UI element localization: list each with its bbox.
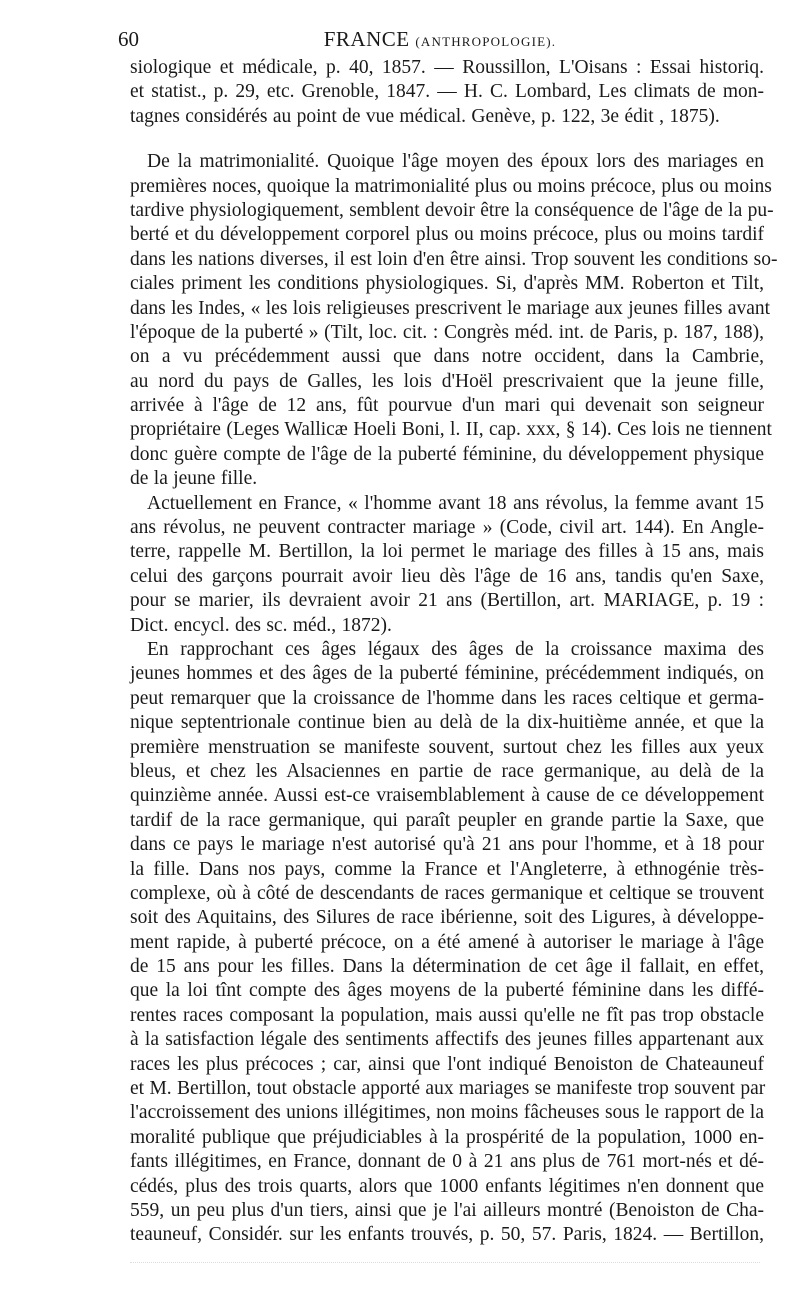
text-line: la fille. Dans nos pays, comme la France et l'Angleterre, à ethnogénie très- (130, 858, 764, 880)
text-line: Dict. encycl. des sc. méd., 1872). (130, 614, 392, 636)
text-line: de la jeune fille. (130, 468, 258, 490)
running-title (118, 24, 762, 57)
text-line: bleus, et chez les Alsaciennes en partie de race germanique, au delà de la (130, 760, 764, 782)
text-line: pour se marier, ils devraient avoir 21 ans (Bertillon, art. MARIAGE, p. 19 : (130, 590, 764, 612)
text-line: races les plus précoces ; car, ainsi que l'ont indiqué Benoiston de Chateauneuf (130, 1053, 764, 1075)
text-line: fants illégitimes, en France, donnant de 0 à 21 ans plus de 761 mort-nés et dé- (130, 1151, 764, 1173)
text-line: cédés, plus des trois quarts, alors que 1000 enfants légitimes n'en donnent que (130, 1175, 764, 1197)
text-line: arrivée à l'âge de 12 ans, fût pourvue d'un mari qui devenait son seigneur (130, 395, 764, 417)
text-line: berté et du développement corporel plus ou moins précoce, plus ou moins tardif (130, 224, 764, 246)
text-line: donc guère compte de l'âge de la puberté féminine, du développement physique (130, 443, 764, 465)
text-line: premières noces, quoique la matrimonialité plus ou moins précoce, plus ou moins (130, 175, 772, 197)
text-line: En rapprochant ces âges légaux des âges de la croissance maxima des (147, 638, 764, 660)
text-line: dans les nations diverses, il est loin d'en être ainsi. Trop souvent les conditions so- (130, 248, 778, 270)
page-number: 60 (118, 27, 139, 51)
body-text (130, 56, 778, 1248)
text-line: soit des Aquitains, des Silures de race ibérienne, soit des Ligures, à développe- (130, 907, 764, 929)
paragraph-gap (130, 129, 764, 150)
paragraph-matrimonialite (130, 150, 778, 491)
text-line: l'époque de la puberté » (Tilt, loc. cit. : Congrès méd. int. de Paris, p. 187, 188), (130, 321, 764, 343)
text-line: que la loi tînt compte des âges moyens de la puberté féminine dans les diffé- (130, 980, 764, 1002)
text-line: siologique et médicale, p. 40, 1857. — Roussillon, L'Oisans : Essai historiq. (130, 57, 764, 78)
paragraph-croissance (130, 638, 764, 1248)
text-line: au nord du pays de Galles, les lois d'Hoël prescrivaient que la jeune fille, (130, 370, 764, 392)
text-line: terre, rappelle M. Bertillon, la loi permet le mariage des filles à 15 ans, mais (130, 541, 764, 563)
text-line: tagnes considérés au point de vue médical. Genève, p. 122, 3e édit , 1875). (130, 105, 720, 127)
text-line: de 15 ans pour les filles. Dans la détermination de cet âge il fallait, en effet, (130, 956, 764, 978)
text-line: nique septentrionale continue bien au delà de la dix-huitième année, et que la (130, 712, 764, 734)
running-title-main: FRANCE (323, 27, 410, 51)
text-line: rentes races composant la population, mais aussi qu'elle ne fît pas trop obstacle (130, 1004, 764, 1026)
paragraph-france-law (130, 492, 764, 638)
running-header (118, 24, 762, 54)
text-line: ans révolus, ne peuvent contracter mariage » (Code, civil art. 144). En Angle- (130, 517, 764, 539)
text-line: on a vu précédemment aussi que dans notre occident, dans la Cambrie, (130, 346, 764, 368)
text-line: jeunes hommes et des âges de la puberté féminine, précédemment indiqués, on (130, 663, 764, 685)
text-line: peut remarquer que la croissance de l'homme dans les races celtique et germa- (130, 687, 764, 709)
running-title-sub: (ANTHROPOLOGIE). (415, 34, 557, 49)
text-line: ment rapide, à puberté précoce, on a été amené à autoriser le mariage à l'âge (130, 931, 764, 953)
text-line: 559, un peu plus d'un tiers, ainsi que je l'ai ailleurs montré (Benoiston de Cha- (130, 1199, 764, 1221)
text-line: et M. Bertillon, tout obstacle apporté aux mariages se manifeste trop souvent par (130, 1078, 766, 1100)
text-line: De la matrimonialité. Quoique l'âge moyen des époux lors des mariages en (147, 151, 764, 173)
text-line: complexe, où à côté de descendants de races germanique et celtique se trouvent (130, 882, 764, 904)
text-line: propriétaire (Leges Wallicæ Hoeli Boni, l. II, cap. xxx, § 14). Ces lois ne tiennent (130, 419, 772, 441)
text-line: à la satisfaction légale des sentiments affectifs des jeunes filles appartenant aux (130, 1029, 764, 1051)
text-line: teauneuf, Considér. sur les enfants trouvés, p. 50, 57. Paris, 1824. — Bertillon, (130, 1224, 764, 1246)
text-line: ciales priment les conditions physiologiques. Si, d'après MM. Roberton et Tilt, (130, 273, 764, 295)
text-line: dans ce pays le mariage n'est autorisé qu'à 21 ans pour l'homme, et à 18 pour (130, 834, 764, 856)
text-line: celui des garçons pourrait avoir lieu dès l'âge de 16 ans, tandis qu'en Saxe, (130, 565, 764, 587)
text-line: tardive physiologiquement, semblent devoir être la conséquence de l'âge de la pu- (130, 199, 774, 221)
text-line: et statist., p. 29, etc. Grenoble, 1847. — H. C. Lombard, Les climats de mon- (130, 81, 764, 103)
text-line: première menstruation se manifeste souvent, surtout chez les filles aux yeux (130, 736, 764, 758)
bleed-through-dots (130, 1262, 760, 1273)
text-line: dans les Indes, « les lois religieuses prescrivent le mariage aux jeunes filles avant (130, 297, 771, 319)
text-line: tardif de la race germanique, qui paraît peupler en grande partie la Saxe, que (130, 809, 764, 831)
text-line: quinzième année. Aussi est-ce vraisemblablement à cause de ce développement (130, 785, 764, 807)
text-line: moralité publique que préjudiciables à la prospérité de la population, 1000 en- (130, 1126, 764, 1148)
text-line: Actuellement en France, « l'homme avant 18 ans révolus, la femme avant 15 (147, 492, 764, 514)
text-line: l'accroissement des unions illégitimes, non moins fâcheuses sous le rapport de la (130, 1102, 764, 1124)
intro-paragraph (130, 56, 764, 129)
